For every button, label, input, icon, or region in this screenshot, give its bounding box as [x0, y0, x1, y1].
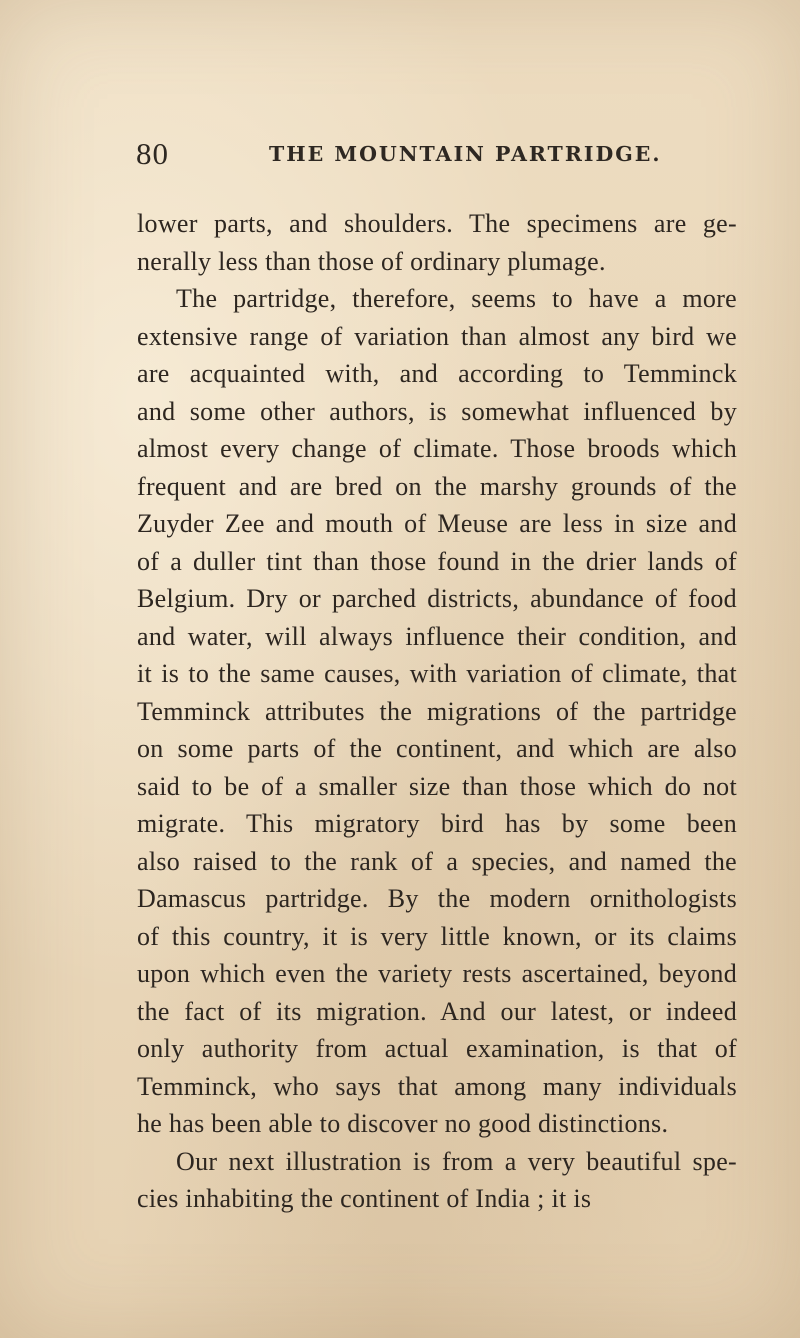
text-line: The partridge, therefore, seems to have a more — [176, 284, 737, 313]
text-line: Temminck, who says that among many individuals — [137, 1071, 737, 1101]
text-line: Belgium. Dry or parched districts, abundance of food — [137, 584, 737, 613]
text-line: lower parts, and shoulders. The specimens are ge- — [137, 209, 737, 238]
text-line: said to be of a smaller size than those which do not — [137, 771, 737, 801]
text-line: of this country, it is very little known, or its claims — [137, 921, 737, 951]
text-line: and water, will always influence their condition, and — [137, 621, 737, 651]
running-title: THE MOUNTAIN PARTRIDGE. — [269, 142, 662, 166]
text-line: are acquainted with, and according to Temminck — [137, 359, 737, 388]
text-line: of a duller tint than those found in the drier lands of — [137, 546, 737, 576]
text-line: it is to the same causes, with variation of climate, that — [137, 659, 737, 688]
text-line: almost every change of climate. Those broods which — [137, 434, 737, 463]
text-line: migrate. This migratory bird has by some been — [137, 809, 737, 838]
text-line: Temminck attributes the migrations of the partridge — [137, 696, 737, 726]
text-line: on some parts of the continent, and which are also — [137, 734, 737, 763]
text-line: frequent and are bred on the marshy grounds of the — [137, 471, 737, 501]
text-line: Damascus partridge. By the modern ornithologists — [137, 884, 737, 913]
text-line: upon which even the variety rests ascertained, beyond — [137, 959, 737, 988]
text-line: Our next illustration is from a very beautiful spe- — [176, 1146, 737, 1176]
text-line: extensive range of variation than almost any bird we — [137, 321, 737, 351]
page-header — [136, 136, 736, 176]
text-line: cies inhabiting the continent of India ; it is — [137, 1184, 592, 1213]
text-line: and some other authors, is somewhat influenced by — [137, 396, 737, 426]
text-line: Zuyder Zee and mouth of Meuse are less in size and — [137, 509, 737, 538]
page-number: 80 — [136, 136, 169, 171]
text-line: only authority from actual examination, is that of — [137, 1034, 737, 1063]
text-line: he has been able to discover no good distinctions. — [137, 1109, 669, 1138]
text-line: also raised to the rank of a species, and named the — [137, 846, 737, 876]
text-line: the fact of its migration. And our latest, or indeed — [137, 996, 737, 1026]
text-line: nerally less than those of ordinary plumage. — [137, 246, 606, 276]
